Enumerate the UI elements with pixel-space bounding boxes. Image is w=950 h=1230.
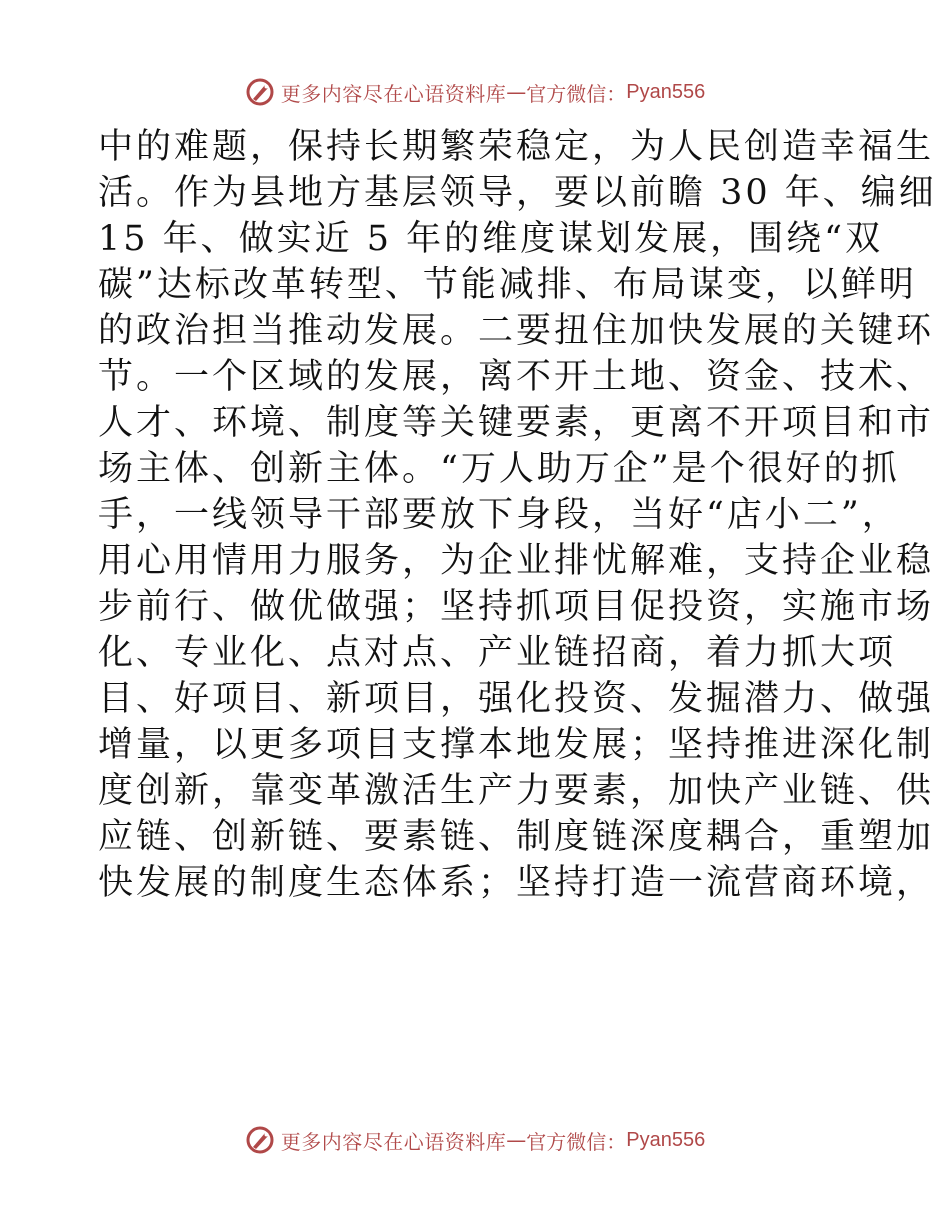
header-separator: — xyxy=(506,80,527,104)
body-line: 化、专业化、点对点、产业链招商，着力抓大项 xyxy=(98,633,897,673)
document-body xyxy=(98,124,937,906)
header-wechat-label: 官方微信： xyxy=(526,81,627,106)
body-line: 增量，以更多项目支撑本地发展；坚持推进深化制 xyxy=(98,725,935,765)
body-line: 手，一线领导干部要放下身段，当好“店小二”， xyxy=(98,495,900,535)
header-watermark-banner xyxy=(0,72,950,112)
body-line: 步前行、做优做强；坚持抓项目促投资，实施市场 xyxy=(98,587,935,627)
pen-nib-circle-logo-icon xyxy=(245,1125,275,1155)
body-line: 场主体、创新主体。“万人助万企”是个很好的抓 xyxy=(98,449,900,489)
header-promo-text: 更多内容尽在心语资料库 xyxy=(280,81,507,106)
footer-separator: — xyxy=(506,1128,527,1152)
body-line: 度创新，靠变革激活生产力要素，加快产业链、供 xyxy=(98,771,935,811)
footer-wechat-handle: Pyan556 xyxy=(626,1128,706,1151)
body-line: 节。一个区域的发展，离不开土地、资金、技术、 xyxy=(98,357,935,397)
body-line: 应链、创新链、要素链、制度链深度耦合，重塑加 xyxy=(98,817,935,857)
header-wechat-handle: Pyan556 xyxy=(626,80,706,103)
body-line: 用心用情用力服务，为企业排忧解难，支持企业稳 xyxy=(98,541,935,581)
body-line: 人才、环境、制度等关键要素，更离不开项目和市 xyxy=(98,403,935,443)
footer-watermark-banner xyxy=(0,1120,950,1160)
body-line: 活。作为县地方基层领导，要以前瞻 30 年、编细 xyxy=(98,173,937,213)
footer-wechat-label: 官方微信： xyxy=(526,1129,627,1154)
pen-nib-circle-logo-icon xyxy=(245,77,275,107)
body-line: 15 年、做实近 5 年的维度谋划发展，围绕“双 xyxy=(98,219,884,259)
body-line: 目、好项目、新项目，强化投资、发掘潜力、做强 xyxy=(98,679,935,719)
body-line: 快发展的制度生态体系；坚持打造一流营商环境， xyxy=(98,863,935,903)
body-line: 碳”达标改革转型、节能减排、布局谋变，以鲜明 xyxy=(98,265,917,305)
footer-promo-text: 更多内容尽在心语资料库 xyxy=(280,1129,507,1154)
body-line: 的政治担当推动发展。二要扭住加快发展的关键环 xyxy=(98,311,935,351)
body-line: 中的难题，保持长期繁荣稳定，为人民创造幸福生 xyxy=(98,127,935,167)
